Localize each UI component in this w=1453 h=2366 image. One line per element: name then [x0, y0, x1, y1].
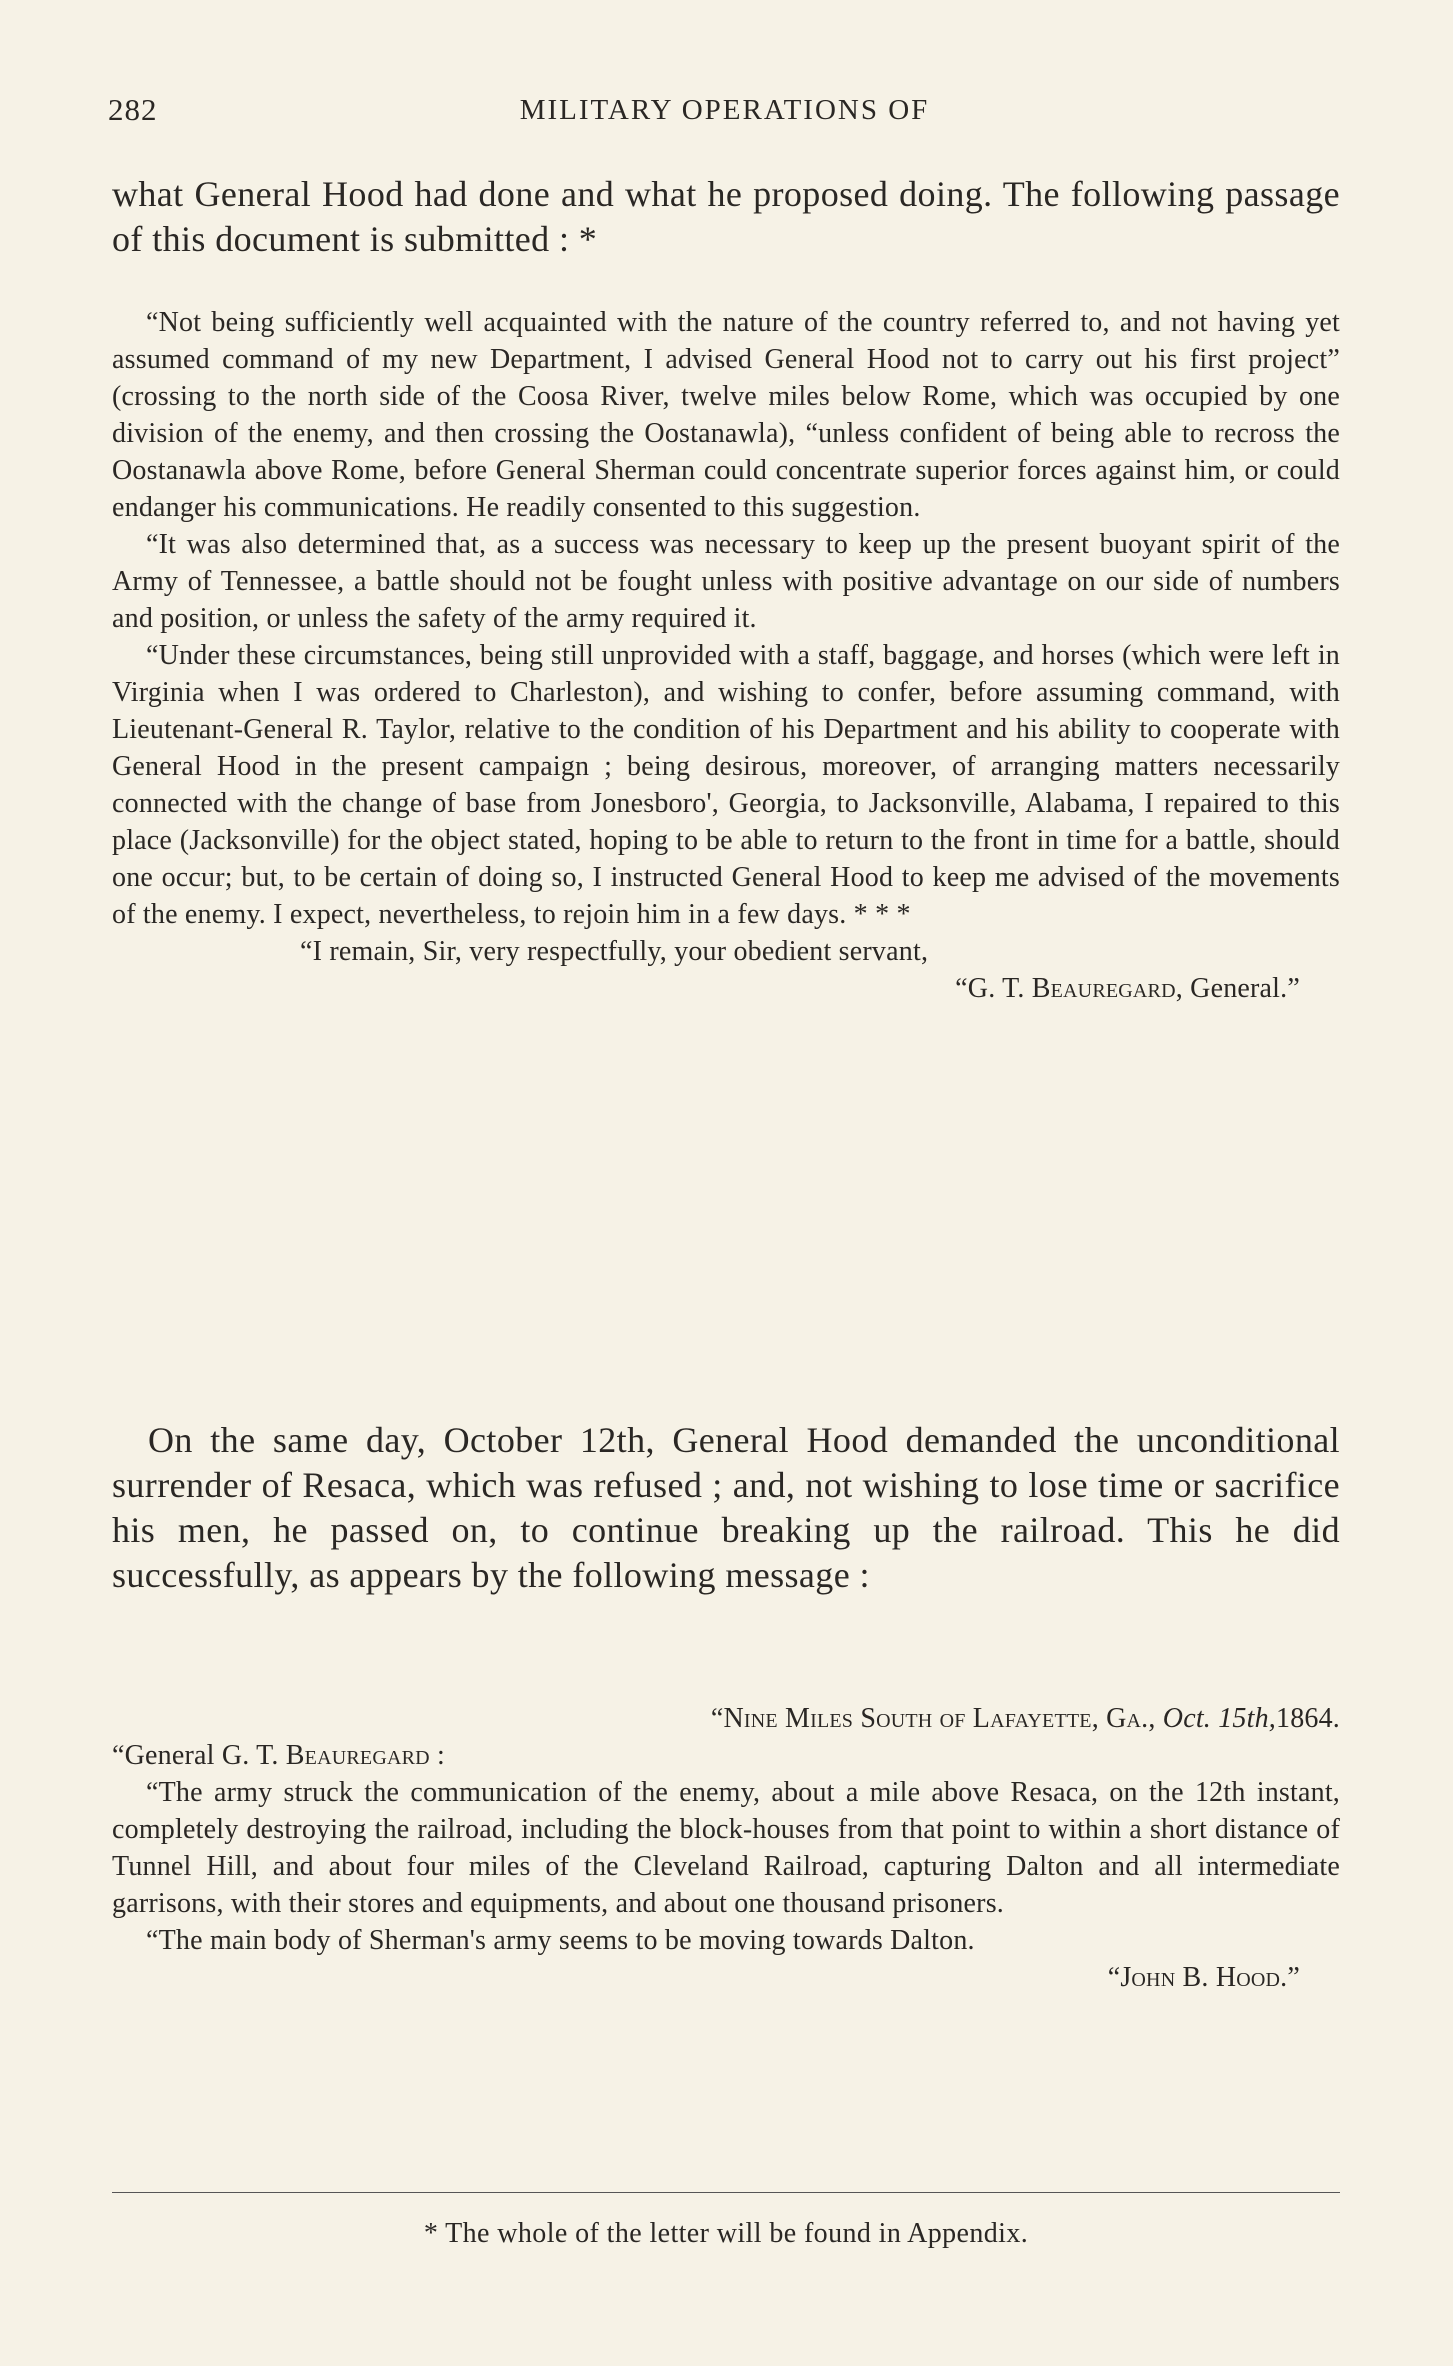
letter-signature-suffix: , General.”: [1175, 973, 1300, 1004]
narrative-text: On the same day, October 12th, General Hood demanded the unconditional surrender of Resaca, which was refused ; and, not wishing to lose time or sacrifice his men, he passed on, to continue breaking up the railroad. This he did successfully, as appears by the following message :: [112, 1420, 1340, 1595]
dateline-date: Oct. 15th,: [1162, 1703, 1276, 1734]
message-salutation: [112, 1737, 1340, 1774]
hood-message: [112, 1700, 1340, 1996]
letter-signature-name: Beauregard: [1031, 973, 1176, 1004]
message-signature: “John B. Hood.”: [1107, 1962, 1300, 1993]
message-paragraph-2: “The main body of Sherman's army seems to be moving towards Dalton.: [146, 1925, 975, 1956]
letter-paragraph-3: “Under these circumstances, being still unprovided with a staff, baggage, and horses (which were left in Virginia when I was ordered to Charleston), and wishing to confer, before assuming command, with Lieutenant-General R. Taylor, relative to the condition of his Department and his ability to cooperate with General Hood in the present campaign ; being desirous, moreover, of arranging matters necessarily connected with the change of base from Jonesboro', Georgia, to Jacksonville, Alabama, I repaired to this place (Jacksonville) for the object stated, hoping to be able to return to the front in time for a battle, should one occur; but, to be certain of doing so, I instructed General Hood to keep me advised of the movements of the enemy. I expect, nevertheless, to rejoin him in a few days. * * *: [112, 640, 1340, 930]
footnote: * The whole of the letter will be found in Appendix.: [423, 2218, 1029, 2249]
salutation-name: Beauregard: [285, 1740, 430, 1771]
page-number: 282: [108, 92, 158, 127]
dateline-year: 1864.: [1276, 1703, 1340, 1734]
footnote-divider: [112, 2192, 1340, 2193]
message-paragraph-1: “The army struck the communication of the enemy, about a mile above Resaca, on the 12th instant, completely destroying the railroad, including the block-houses from that point to within a short distance of Tunnel Hill, and about four miles of the Cleveland Railroad, capturing Dalton and all intermediate garrisons, with their stores and equipments, and about one thousand prisoners.: [112, 1777, 1340, 1919]
running-head: MILITARY OPERATIONS OF: [519, 94, 930, 126]
letter-signature-prefix: “G. T.: [955, 973, 1032, 1004]
narrative-paragraph: [112, 1418, 1340, 1598]
intro-text: what General Hood had done and what he proposed doing. The following passage of this document is submitted : *: [112, 174, 1340, 259]
salutation-prefix: “General G. T.: [112, 1740, 286, 1771]
message-dateline: [112, 1700, 1340, 1737]
intro-paragraph: [112, 172, 1340, 262]
letter-closing: “I remain, Sir, very respectfully, your obedient servant,: [300, 936, 929, 967]
letter-signature: [112, 970, 1340, 1007]
beauregard-letter: [112, 304, 1340, 1007]
page-header: [108, 92, 1341, 132]
salutation-suffix: :: [429, 1740, 445, 1771]
dateline-place: “Nine Miles South of Lafayette, Ga.,: [710, 1703, 1163, 1734]
letter-paragraph-1: “Not being sufficiently well acquainted with the nature of the country referred to, and not having yet assumed command of my new Department, I advised General Hood not to carry out his first project” (crossing to the north side of the Coosa River, twelve miles below Rome, which was occupied by one division of the enemy, and then crossing the Oostanawla), “unless confident of being able to recross the Oostanawla above Rome, before General Sherman could concentrate superior forces against him, or could endanger his communications. He readily consented to this suggestion.: [112, 307, 1340, 523]
letter-paragraph-2: “It was also determined that, as a success was necessary to keep up the present buoyant spirit of the Army of Tennessee, a battle should not be fought unless with positive advantage on our side of numbers and position, or unless the safety of the army required it.: [112, 529, 1340, 634]
